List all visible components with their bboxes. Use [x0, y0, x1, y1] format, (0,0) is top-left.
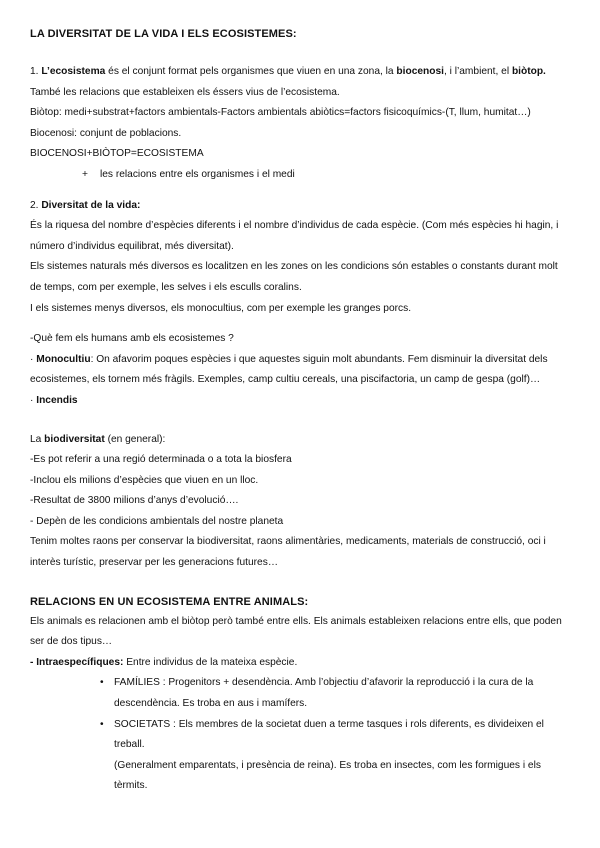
intraespecifiques-line	[30, 653, 576, 674]
diversitat-line-5: I els sistemes menys diversos, els monocultius, com per exemple les granges porcs.	[30, 302, 412, 314]
plus-item	[30, 165, 576, 186]
section-biodiversitat	[30, 430, 576, 574]
biotop-line: Biòtop: medi+substrat+factors ambientals-Factors ambientals abiòtics=factors fisicoquímics-(T, llum, humitat…)	[30, 107, 531, 119]
relacions-line-1: Els animals es relacionen amb el biòtop però també entre ells. Els animals estableixen relacions entre ells, que poden	[30, 615, 562, 627]
term-biodiversitat: biodiversitat	[44, 433, 105, 445]
incendis-line	[30, 391, 576, 412]
monocultiu-text: : On afavorim poques espècies i que aquestes siguin molt abundants. Fem disminuir la diversitat dels	[90, 353, 548, 365]
plus-text: les relacions entre els organismes i el medi	[100, 168, 295, 180]
section-title-relacions: RELACIONS EN UN ECOSISTEMA ENTRE ANIMALS:	[30, 595, 309, 608]
section-relacions	[30, 612, 576, 797]
formula-line: BIOCENOSI+BIÒTOP=ECOSISTEMA	[30, 148, 204, 160]
reasons-line-1: Tenim moltes raons per conservar la biodiversitat, raons alimentàries, medicaments, materials de construcció, oci i	[30, 536, 546, 548]
monocultiu-line-2: ecosistemes, els tornem més fràgils. Exemples, camp cultiu cereals, una piscifactoria, un camp de gespa (golf)…	[30, 374, 541, 386]
bullet-prefix: ·	[30, 353, 37, 365]
heading-prefix: La	[30, 433, 45, 445]
monocultiu-line	[30, 350, 576, 371]
section-number: 1.	[30, 66, 42, 77]
section-ecosistema	[30, 62, 576, 186]
term-biotop: biòtop.	[511, 66, 546, 77]
families-text-1: FAMÍLIES : Progenitors + desendència. Amb l’objectiu d’afavorir la reproducció i la cura de la	[114, 677, 534, 689]
reasons-line-2: interès turístic, preservar per les generacions futures…	[30, 557, 279, 569]
term-monocultiu: Monocultiu	[36, 353, 91, 365]
biodiversitat-item: -Inclou els milions d’espècies que viuen en un lloc.	[30, 474, 259, 486]
term-biocenosi: biocenosi	[396, 66, 444, 77]
biodiversitat-heading	[30, 430, 576, 451]
definition-text: , i l’ambient, el	[443, 66, 512, 77]
diversitat-line-3: Els sistemes naturals més diversos es localitzen en les zones on les condicions són estables o constants durant molt	[30, 261, 558, 273]
question-line: -Què fem els humans amb els ecosistemes ?	[30, 333, 234, 345]
diversitat-line-4: de temps, com per exemple, les selves i els esculls coralins.	[30, 281, 302, 293]
bullet-icon: •	[100, 718, 104, 730]
biocenosi-line: Biocenosi: conjunt de poblacions.	[30, 127, 182, 139]
term-incendis: Incendis	[36, 394, 78, 406]
list-item-families	[100, 673, 576, 714]
diversitat-line-1: És la riquesa del nombre d’espècies diferents i el nombre d’individus de cada espècie. (Com més espècies hi hagin, i	[30, 220, 559, 232]
section-number: 2.	[30, 199, 42, 211]
biodiversitat-item: -Resultat de 3800 milions d’anys d’evolució….	[30, 495, 239, 507]
intraespecifiques-text: Entre individus de la mateixa espècie.	[123, 656, 298, 668]
diversitat-heading	[30, 196, 576, 217]
relacions-line-2: ser de dos tipus…	[30, 636, 113, 648]
term-intraespecifiques: - Intraespecífiques:	[30, 656, 124, 668]
ecosistema-definition	[30, 62, 576, 83]
plus-mark: +	[82, 168, 88, 180]
bullet-prefix: ·	[30, 394, 37, 406]
term-ecosistema: L’ecosistema	[41, 66, 106, 77]
biodiversitat-item: - Depèn de les condicions ambientals del nostre planeta	[30, 515, 284, 527]
definition-text: és el conjunt format pels organismes que viuen en una zona, la	[105, 66, 397, 77]
relacions-list	[30, 673, 576, 797]
list-item-societats	[100, 715, 576, 797]
societats-text-1: SOCIETATS : Els membres de la societat duen a terme tasques i rols diferents, es divideixen el treball.	[114, 718, 544, 751]
heading-suffix: (en general):	[104, 433, 166, 445]
section-diversitat	[30, 196, 576, 412]
families-text-2: descendència. Es troba en aus i mamífers.	[114, 698, 308, 710]
bullet-icon: •	[100, 677, 104, 689]
ecosistema-line-2: També les relacions que estableixen els éssers vius de l’ecosistema.	[30, 86, 340, 98]
biodiversitat-item: -Es pot referir a una regió determinada o a tota la biosfera	[30, 454, 292, 466]
document-title: LA DIVERSITAT DE LA VIDA I ELS ECOSISTEMES:	[30, 28, 297, 40]
societats-text-2: (Generalment emparentats, i presència de reina). Es troba en insectes, com les formigues i els tèrmits.	[114, 759, 541, 792]
diversitat-line-2: número d’individus equilibrat, més diversitat).	[30, 240, 234, 252]
heading-diversitat: Diversitat de la vida:	[41, 199, 141, 211]
